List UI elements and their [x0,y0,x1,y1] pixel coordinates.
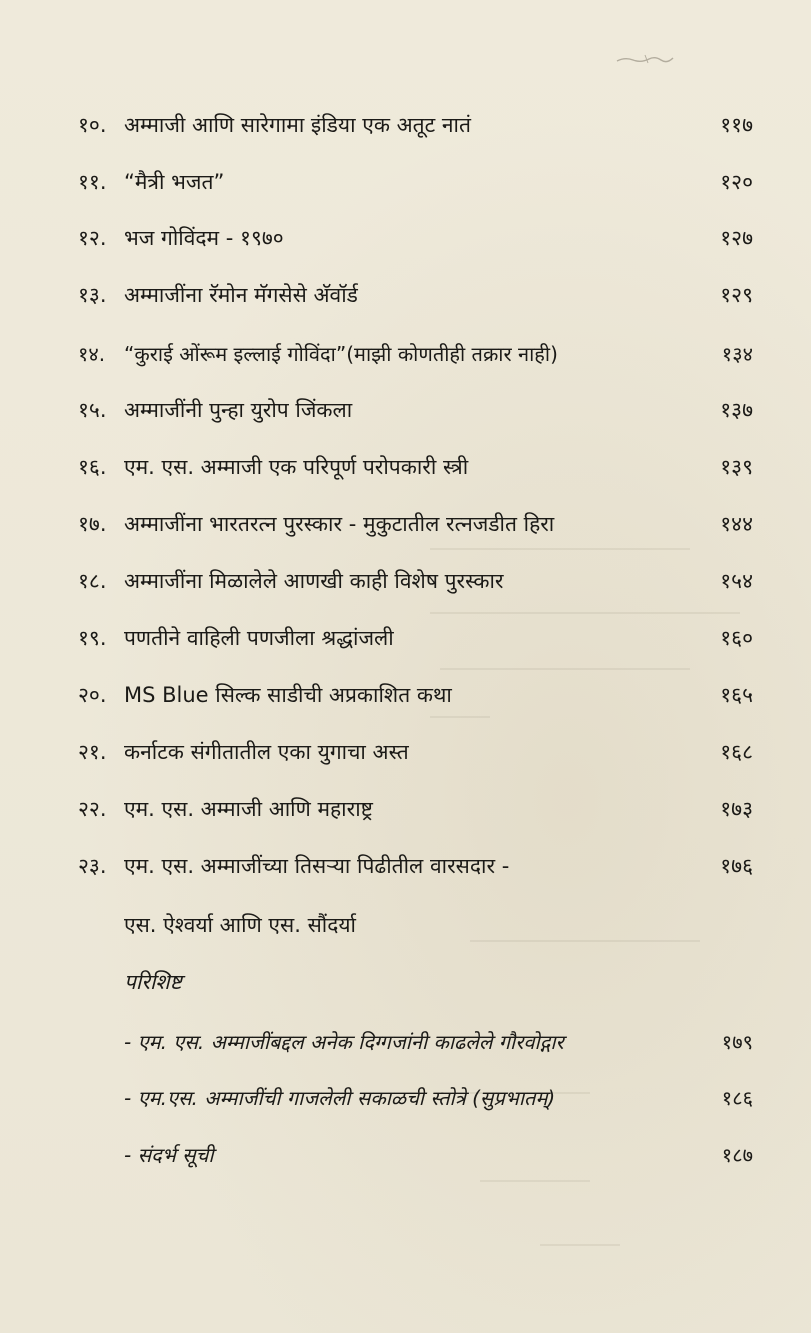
toc-entry-title: कर्नाटक संगीतातील एका युगाचा अस्त [124,740,409,764]
toc-entry-title: एम. एस. अम्माजी एक परिपूर्ण परोपकारी स्त्री [124,455,469,479]
toc-entry-23 [78,846,753,886]
toc-entry-14 [78,333,753,373]
bleed-through-line [430,716,490,718]
appendix-item-title: - एम.एस. अम्माजींची गाजलेली सकाळची स्तोत्रे (सुप्रभातम्) [124,1085,556,1110]
toc-entry-17 [78,504,753,544]
toc-entry-number: १४. [78,341,106,366]
toc-entry-number: १०. [78,113,107,137]
toc-entry-18 [78,561,753,601]
toc-entry-title: पणतीने वाहिली पणजीला श्रद्धांजली [124,626,394,650]
toc-entry-title: “मैत्री भजत” [124,170,225,194]
toc-entry-number: २०. [78,683,107,707]
toc-entry-page: १५४ [720,569,753,593]
toc-entry-page: १३७ [720,398,753,422]
appendix-item [124,1134,753,1174]
appendix-item-page: १८७ [721,1142,753,1167]
toc-entry-page: १३९ [720,455,753,479]
toc-entry-page: १६८ [720,740,753,764]
appendix-item-title: - संदर्भ सूची [124,1142,214,1167]
toc-entry-13 [78,275,753,315]
toc-entry-title: MS Blue सिल्क साडीची अप्रकाशित कथा [124,683,452,707]
appendix-item [124,1077,753,1117]
toc-entry-number: १५. [78,398,107,422]
toc-entry-page: ११७ [720,113,753,137]
toc-entry-title: भज गोविंदम - १९७० [124,226,284,250]
toc-entry-number: २२. [78,797,107,821]
bleed-through-line [470,940,700,942]
appendix-heading: परिशिष्ट [124,970,182,994]
toc-entry-21 [78,732,753,772]
toc-entry-number: १६. [78,455,107,479]
toc-entry-page: १२० [720,170,753,194]
appendix-item-page: १८६ [721,1085,753,1110]
toc-entry-number: १९. [78,626,107,650]
toc-entry-page: १७३ [720,797,753,821]
toc-entry-page: १७६ [720,854,753,878]
toc-entry-15 [78,390,753,430]
appendix-item-page: १७९ [721,1029,753,1054]
bleed-through-line [430,612,740,614]
toc-entry-11 [78,162,753,202]
bleed-through-line [430,548,690,550]
bleed-through-line [480,1180,590,1182]
appendix-item [124,1021,753,1061]
toc-entry-number: १२. [78,226,107,250]
toc-entry-title: एम. एस. अम्माजी आणि महाराष्ट्र [124,797,373,821]
ink-smudge-mark [615,52,675,66]
toc-entry-title: “कुराई ओंरूम इल्लाई गोविंदा”(माझी कोणतीही तक्रार नाही) [124,341,558,366]
toc-entry-number: ११. [78,170,107,194]
toc-entry-title: अम्माजी आणि सारेगामा इंडिया एक अतूट नातं [124,113,471,137]
toc-entry-page: १४४ [720,512,753,536]
toc-entry-page: १३४ [721,341,753,366]
toc-entry-10 [78,105,753,145]
toc-entry-title: अम्माजींना रॅमोन मॅगसेसे अ‍ॅवॉर्ड [124,283,358,307]
toc-entry-number: १३. [78,283,107,307]
bleed-through-line [440,668,690,670]
toc-entry-22 [78,789,753,829]
toc-entry-page: १६५ [720,683,753,707]
toc-entry-title: अम्माजींनी पुन्हा युरोप जिंकला [124,398,353,422]
toc-entry-page: १६० [720,626,753,650]
toc-entry-title: अम्माजींना भारतरत्न पुरस्कार - मुकुटातील रत्नजडीत हिरा [124,512,555,536]
toc-entry-12 [78,218,753,258]
toc-entry-23-continuation: एस. ऐश्वर्या आणि एस. सौंदर्या [124,913,356,937]
toc-entry-16 [78,447,753,487]
toc-entry-number: २३. [78,854,107,878]
toc-entry-number: १७. [78,512,107,536]
toc-entry-page: १२९ [720,283,753,307]
toc-entry-page: १२७ [720,226,753,250]
toc-entry-title: अम्माजींना मिळालेले आणखी काही विशेष पुरस्कार [124,569,504,593]
bleed-through-line [540,1244,620,1246]
toc-entry-number: २१. [78,740,107,764]
toc-entry-number: १८. [78,569,107,593]
appendix-item-title: - एम. एस. अम्माजींबद्दल अनेक दिग्गजांनी काढलेले गौरवोद्गार [124,1029,564,1054]
toc-entry-title: एम. एस. अम्माजींच्या तिसऱ्या पिढीतील वारसदार - [124,854,510,878]
toc-entry-19 [78,618,753,658]
toc-entry-20 [78,675,753,715]
